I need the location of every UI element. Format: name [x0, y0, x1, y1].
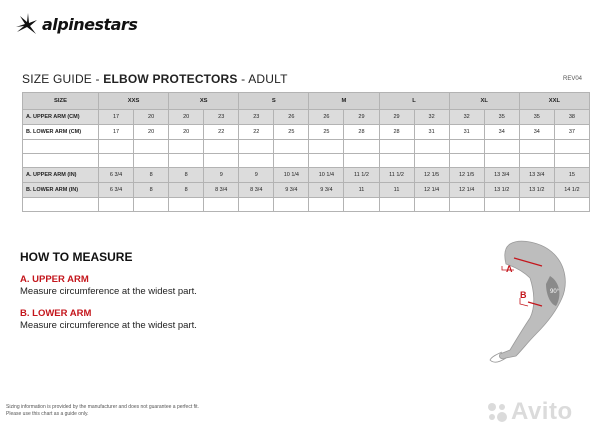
table-row	[23, 198, 590, 212]
table-cell: 31	[414, 125, 449, 140]
table-cell	[449, 140, 484, 154]
title-product: ELBOW PROTECTORS	[103, 72, 238, 86]
table-cell: 20	[169, 125, 204, 140]
arm-measurement-diagram	[480, 232, 580, 372]
table-cell	[204, 198, 239, 212]
table-cell	[134, 154, 169, 168]
row-label	[23, 198, 99, 212]
table-cell	[274, 154, 309, 168]
table-cell	[274, 198, 309, 212]
table-cell: 11	[379, 183, 414, 198]
size-header-cell: XXS	[99, 93, 169, 110]
table-cell	[204, 154, 239, 168]
table-cell: 23	[204, 110, 239, 125]
table-cell	[239, 154, 274, 168]
table-cell: 38	[554, 110, 589, 125]
size-table	[22, 92, 590, 212]
table-cell	[309, 154, 344, 168]
table-row	[23, 154, 590, 168]
table-cell	[239, 140, 274, 154]
table-cell	[379, 140, 414, 154]
table-cell	[449, 198, 484, 212]
table-cell	[484, 154, 519, 168]
size-header-cell: M	[309, 93, 379, 110]
brand-logo-text: alpinestars	[42, 14, 138, 34]
table-cell: 34	[519, 125, 554, 140]
table-cell: 13 3/4	[484, 168, 519, 183]
angle-label: 90°	[550, 289, 560, 295]
table-cell: 12 1/4	[449, 183, 484, 198]
table-row	[23, 168, 590, 183]
row-label: A. UPPER ARM (IN)	[23, 168, 99, 183]
table-cell: 35	[484, 110, 519, 125]
title-prefix: SIZE GUIDE -	[22, 72, 104, 86]
table-cell	[414, 154, 449, 168]
page-title	[22, 72, 288, 86]
table-cell	[239, 198, 274, 212]
table-cell: 23	[239, 110, 274, 125]
table-cell	[99, 198, 134, 212]
size-header-cell: XS	[169, 93, 239, 110]
table-cell: 8	[169, 183, 204, 198]
table-cell: 10 1/4	[274, 168, 309, 183]
table-cell: 26	[309, 110, 344, 125]
alpinestars-star-icon	[14, 11, 40, 37]
avito-watermark-text: Avito	[511, 398, 573, 425]
table-cell: 9	[204, 168, 239, 183]
size-header-label: SIZE	[23, 93, 99, 110]
table-row	[23, 140, 590, 154]
table-cell: 25	[309, 125, 344, 140]
table-cell: 29	[379, 110, 414, 125]
upper-arm-section	[20, 274, 197, 297]
table-cell	[169, 154, 204, 168]
table-cell: 10 1/4	[309, 168, 344, 183]
table-cell	[204, 140, 239, 154]
label-a: A	[506, 264, 513, 274]
size-header-cell: L	[379, 93, 449, 110]
how-to-measure-heading: HOW TO MEASURE	[20, 250, 133, 264]
table-cell: 35	[519, 110, 554, 125]
table-cell: 13 1/2	[519, 183, 554, 198]
row-label	[23, 140, 99, 154]
table-cell: 8 3/4	[239, 183, 274, 198]
table-cell	[554, 140, 589, 154]
table-cell: 17	[99, 110, 134, 125]
table-row	[23, 110, 590, 125]
table-cell	[134, 198, 169, 212]
table-cell	[519, 140, 554, 154]
table-cell: 8	[134, 183, 169, 198]
table-cell	[344, 198, 379, 212]
table-cell: 22	[204, 125, 239, 140]
table-cell	[134, 140, 169, 154]
table-cell	[554, 198, 589, 212]
row-label: A. UPPER ARM (CM)	[23, 110, 99, 125]
table-cell: 9 3/4	[309, 183, 344, 198]
table-cell	[274, 140, 309, 154]
table-cell	[449, 154, 484, 168]
table-cell: 20	[134, 125, 169, 140]
brand-logo	[14, 10, 137, 38]
table-cell: 25	[274, 125, 309, 140]
table-cell	[99, 140, 134, 154]
table-cell: 13 3/4	[519, 168, 554, 183]
table-cell	[169, 198, 204, 212]
size-header-cell: XL	[449, 93, 519, 110]
lower-arm-title: B. LOWER ARM	[20, 308, 92, 319]
table-cell: 11 1/2	[344, 168, 379, 183]
table-cell: 32	[414, 110, 449, 125]
footer-line-2: Please use this chart as a guide only.	[6, 411, 89, 417]
table-cell: 12 1/5	[414, 168, 449, 183]
size-header-row	[23, 93, 590, 110]
table-cell: 12 1/5	[449, 168, 484, 183]
table-cell: 20	[134, 110, 169, 125]
table-cell: 14 1/2	[554, 183, 589, 198]
table-cell: 6 3/4	[99, 183, 134, 198]
table-cell	[484, 198, 519, 212]
table-cell	[414, 140, 449, 154]
table-cell: 32	[449, 110, 484, 125]
table-cell: 37	[554, 125, 589, 140]
size-header-cell: XXL	[519, 93, 589, 110]
table-cell: 15	[554, 168, 589, 183]
revision-code: REV04	[562, 76, 582, 82]
table-cell: 34	[484, 125, 519, 140]
table-cell	[99, 154, 134, 168]
table-row	[23, 125, 590, 140]
table-cell: 31	[449, 125, 484, 140]
label-b: B	[520, 290, 527, 300]
row-label: B. LOWER ARM (IN)	[23, 183, 99, 198]
lower-arm-description: Measure circumference at the widest part.	[20, 320, 197, 331]
table-cell: 26	[274, 110, 309, 125]
table-cell: 13 1/2	[484, 183, 519, 198]
table-cell: 6 3/4	[99, 168, 134, 183]
avito-watermark	[486, 398, 573, 426]
footer-disclaimer	[6, 404, 199, 418]
table-row	[23, 183, 590, 198]
table-cell: 22	[239, 125, 274, 140]
table-cell	[554, 154, 589, 168]
table-cell	[414, 198, 449, 212]
upper-arm-title: A. UPPER ARM	[20, 274, 89, 285]
row-label	[23, 154, 99, 168]
table-cell	[519, 154, 554, 168]
size-header-cell: S	[239, 93, 309, 110]
table-cell: 8	[134, 168, 169, 183]
row-label: B. LOWER ARM (CM)	[23, 125, 99, 140]
table-cell: 11	[344, 183, 379, 198]
footer-line-1: Sizing information is provided by the manufacturer and does not guarantee a perfect fit.	[6, 404, 199, 410]
table-cell: 17	[99, 125, 134, 140]
avito-dots-icon	[486, 401, 508, 423]
table-cell: 28	[344, 125, 379, 140]
table-cell	[344, 140, 379, 154]
table-cell: 11 1/2	[379, 168, 414, 183]
table-cell: 12 1/4	[414, 183, 449, 198]
table-cell	[379, 154, 414, 168]
table-cell	[309, 198, 344, 212]
table-cell	[379, 198, 414, 212]
table-cell: 8 3/4	[204, 183, 239, 198]
table-cell	[344, 154, 379, 168]
table-cell	[519, 198, 554, 212]
lower-arm-section	[20, 308, 197, 331]
table-cell	[484, 140, 519, 154]
table-cell: 28	[379, 125, 414, 140]
table-cell	[309, 140, 344, 154]
table-cell	[169, 140, 204, 154]
table-cell: 20	[169, 110, 204, 125]
table-cell: 9 3/4	[274, 183, 309, 198]
table-cell: 8	[169, 168, 204, 183]
title-suffix: - ADULT	[237, 72, 288, 86]
table-cell: 29	[344, 110, 379, 125]
upper-arm-description: Measure circumference at the widest part.	[20, 286, 197, 297]
table-cell: 9	[239, 168, 274, 183]
